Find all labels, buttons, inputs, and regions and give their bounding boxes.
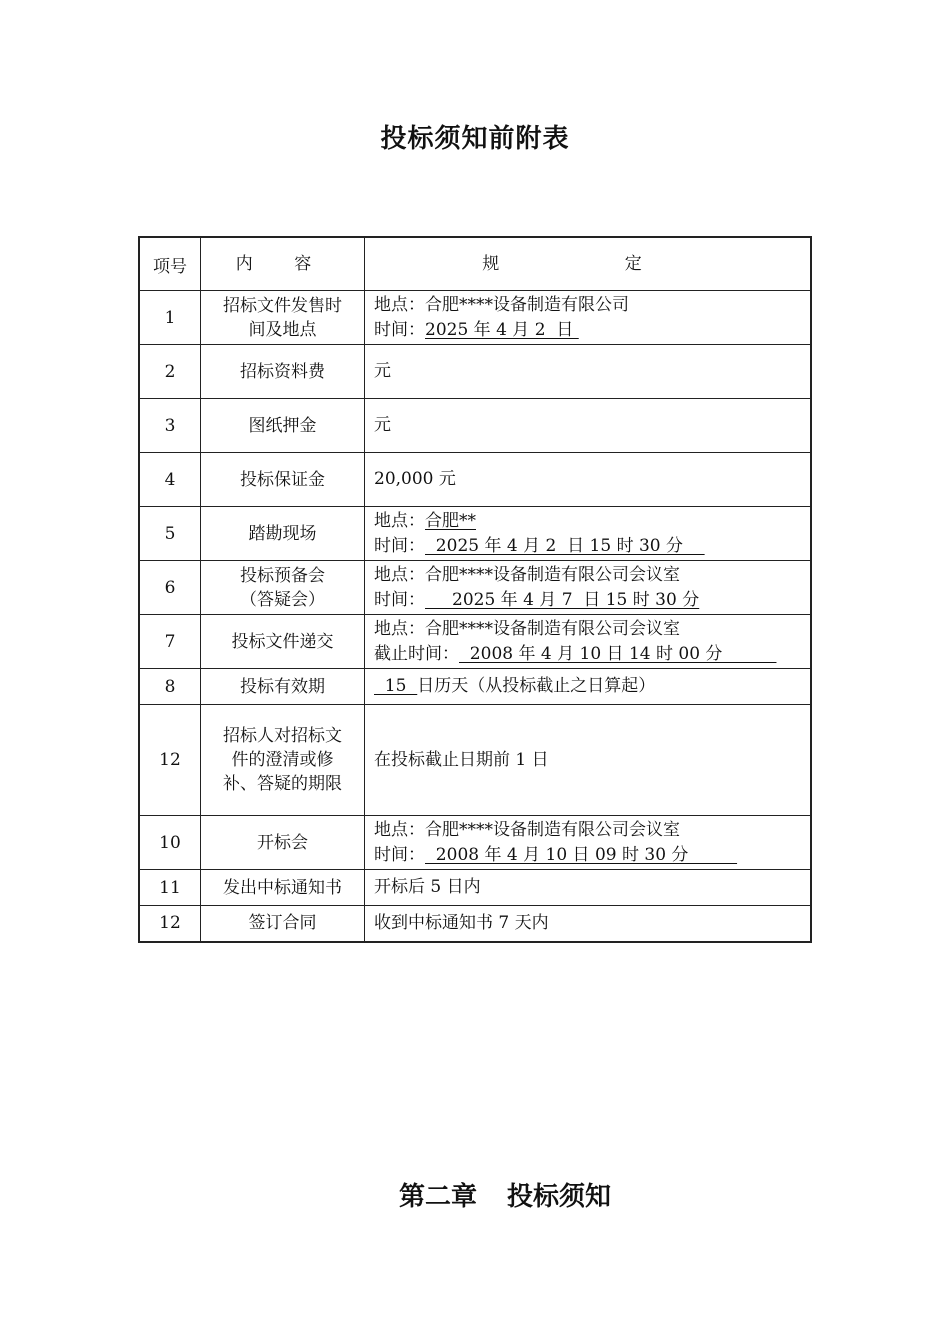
rule-value: 20,000 元 xyxy=(374,469,456,489)
row-item-line: 踏勘现场 xyxy=(248,523,317,544)
rule-line xyxy=(374,467,810,492)
header-no: 项号 xyxy=(139,237,201,291)
header-content: 内 容 xyxy=(201,237,365,291)
row-number: 4 xyxy=(139,453,201,507)
rule-value: 合肥****设备制造有限公司会议室 xyxy=(425,618,680,639)
rule-label: 地点： xyxy=(374,564,425,585)
row-number: 12 xyxy=(139,705,201,816)
rule-suffix: 日历天（从投标截止之日算起） xyxy=(417,676,656,696)
rule-value: 2008 年 4 月 10 日 14 时 00 分 xyxy=(459,643,777,664)
rule-label: 时间： xyxy=(374,319,425,340)
rule-label: 地点： xyxy=(374,819,425,840)
row-item-line: 投标文件递交 xyxy=(231,631,334,652)
rule-value: 2008 年 4 月 10 日 09 时 30 分 xyxy=(425,844,738,865)
rule-value: 合肥****设备制造有限公司 xyxy=(425,294,629,315)
row-item-line: 图纸押金 xyxy=(248,415,317,436)
rule-label: 地点： xyxy=(374,510,425,531)
row-item-line: 投标有效期 xyxy=(240,676,325,697)
row-number: 7 xyxy=(139,615,201,669)
rule-value: 收到中标通知书 7 天内 xyxy=(374,912,549,933)
table-row xyxy=(139,816,811,870)
table-row xyxy=(139,561,811,615)
row-number: 8 xyxy=(139,669,201,705)
table-row xyxy=(139,705,811,816)
row-number: 11 xyxy=(139,870,201,906)
rule-label: 时间： xyxy=(374,535,425,556)
row-item xyxy=(201,345,365,399)
rule-line xyxy=(374,293,810,318)
row-number: 2 xyxy=(139,345,201,399)
row-item xyxy=(201,615,365,669)
row-number: 10 xyxy=(139,816,201,870)
row-item xyxy=(201,870,365,906)
rule-line xyxy=(374,413,810,438)
chapter-heading xyxy=(0,1176,950,1213)
row-rule xyxy=(365,906,812,942)
rule-label: 时间： xyxy=(374,589,425,610)
row-number: 12 xyxy=(139,906,201,942)
row-item-line: 招标资料费 xyxy=(240,361,325,382)
table-row xyxy=(139,870,811,906)
row-item-line: 开标会 xyxy=(257,832,308,853)
row-item xyxy=(201,906,365,942)
rule-label: 地点： xyxy=(374,294,425,315)
rule-line xyxy=(374,318,810,343)
rule-line xyxy=(374,534,810,559)
row-rule xyxy=(365,453,812,507)
table-row xyxy=(139,615,811,669)
rule-value: 在投标截止日期前 1 日 xyxy=(374,749,549,770)
rule-value: 元 xyxy=(374,415,391,435)
table-row xyxy=(139,453,811,507)
table-row xyxy=(139,669,811,705)
row-rule xyxy=(365,870,812,906)
row-number: 5 xyxy=(139,507,201,561)
row-rule xyxy=(365,615,812,669)
rule-line xyxy=(374,563,810,588)
rule-line xyxy=(374,818,810,843)
rule-line xyxy=(374,843,810,868)
row-item-line: 招标文件发售时 xyxy=(223,295,342,316)
table-row xyxy=(139,291,811,345)
rule-line xyxy=(374,875,810,900)
row-item-line: 投标保证金 xyxy=(240,469,325,490)
row-item-line: 发出中标通知书 xyxy=(223,877,342,898)
row-item xyxy=(201,705,365,816)
table-header-row xyxy=(139,237,811,291)
rule-line xyxy=(374,674,810,699)
row-number: 3 xyxy=(139,399,201,453)
row-rule xyxy=(365,816,812,870)
rule-label: 地点： xyxy=(374,618,425,639)
chapter-number: 第二章 xyxy=(398,1182,477,1212)
row-item xyxy=(201,816,365,870)
row-rule xyxy=(365,399,812,453)
rule-value: 合肥****设备制造有限公司会议室 xyxy=(425,564,680,585)
row-item-line: （答疑会） xyxy=(240,589,325,610)
rule-value: 2025 年 4 月 2 日 xyxy=(425,319,579,340)
rule-value: 15 xyxy=(374,676,418,696)
rule-label: 时间： xyxy=(374,844,425,865)
chapter-name: 投标须知 xyxy=(507,1182,612,1212)
rule-line xyxy=(374,748,810,773)
row-item-line: 件的澄清或修 xyxy=(231,750,334,770)
row-item xyxy=(201,291,365,345)
table-row xyxy=(139,399,811,453)
row-number: 6 xyxy=(139,561,201,615)
row-item-line: 间及地点 xyxy=(248,319,317,340)
row-rule xyxy=(365,705,812,816)
row-item-line: 投标预备会 xyxy=(240,565,325,586)
rule-value: 元 xyxy=(374,361,391,381)
row-rule xyxy=(365,561,812,615)
row-item-line: 签订合同 xyxy=(248,913,317,934)
row-number: 1 xyxy=(139,291,201,345)
rule-line xyxy=(374,588,810,613)
rule-line xyxy=(374,359,810,384)
table-row xyxy=(139,507,811,561)
row-rule xyxy=(365,669,812,705)
bid-info-table xyxy=(138,236,812,943)
row-item xyxy=(201,669,365,705)
rule-value: 2025 年 4 月 2 日 15 时 30 分 xyxy=(425,535,705,556)
row-item-line: 补、答疑的期限 xyxy=(223,774,342,794)
header-rule: 规 定 xyxy=(365,237,812,291)
row-item xyxy=(201,561,365,615)
page-title: 投标须知前附表 xyxy=(380,124,570,154)
rule-line xyxy=(374,617,810,642)
row-rule xyxy=(365,291,812,345)
row-item xyxy=(201,399,365,453)
rule-value: 合肥** xyxy=(425,510,476,531)
row-item xyxy=(201,453,365,507)
rule-line xyxy=(374,911,810,936)
row-rule xyxy=(365,345,812,399)
table-row xyxy=(139,345,811,399)
rule-value: 开标后 5 日内 xyxy=(374,877,481,897)
row-item xyxy=(201,507,365,561)
rule-value: 2025 年 4 月 7 日 15 时 30 分 xyxy=(425,589,700,610)
row-rule xyxy=(365,507,812,561)
rule-value: 合肥****设备制造有限公司会议室 xyxy=(425,819,680,840)
rule-line xyxy=(374,642,810,667)
rule-label: 截止时间： xyxy=(374,643,459,664)
row-item-line: 招标人对招标文 xyxy=(223,726,342,746)
rule-line xyxy=(374,509,810,534)
table-row xyxy=(139,906,811,942)
